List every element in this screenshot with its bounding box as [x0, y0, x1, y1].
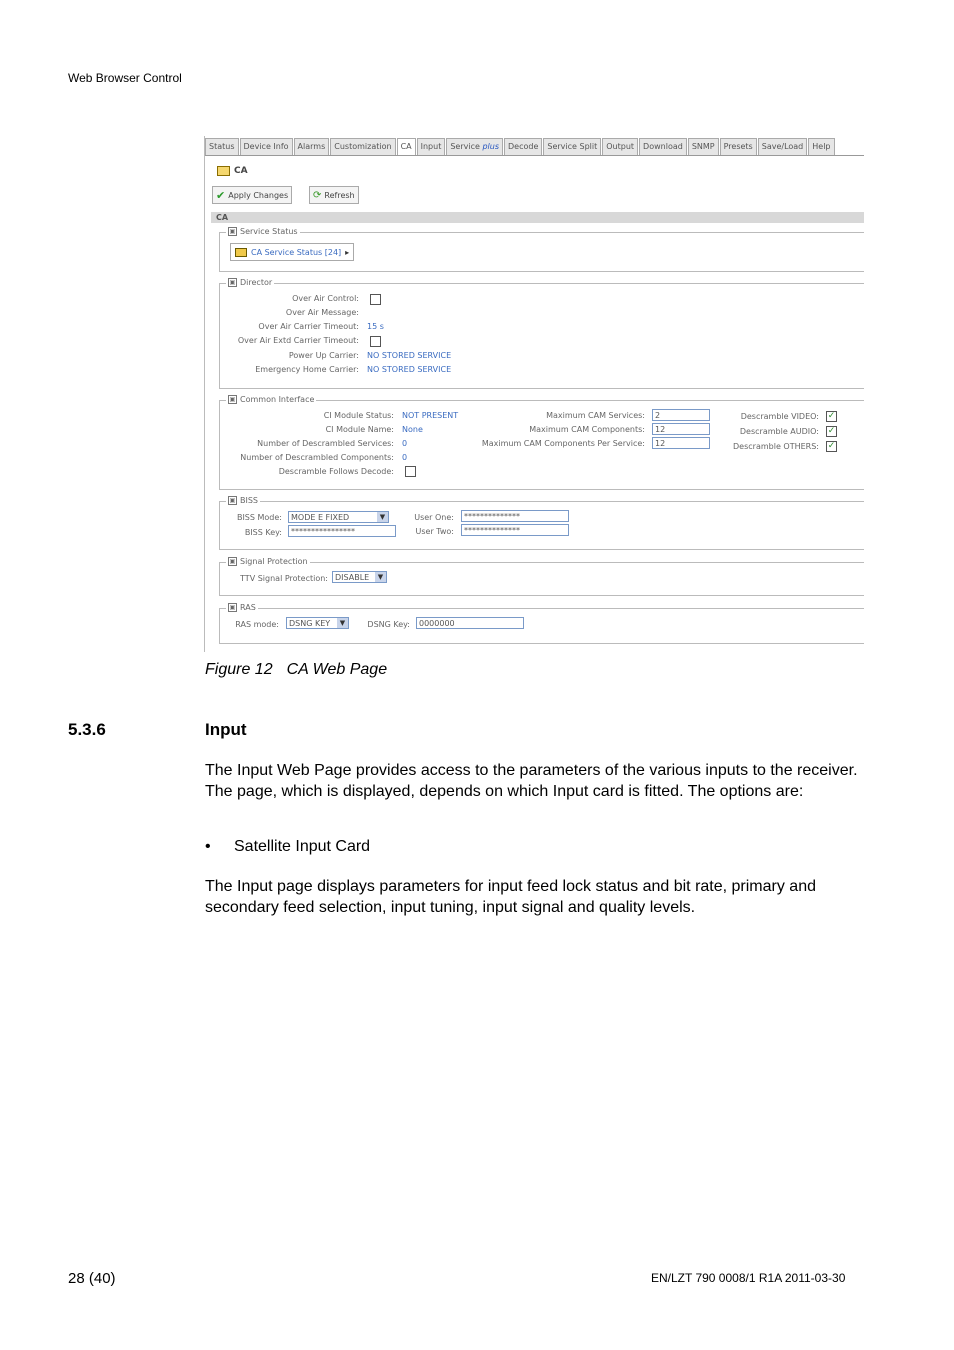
bullet-text: Satellite Input Card — [234, 838, 371, 855]
biss-key-label: BISS Key: — [244, 528, 282, 537]
desc-video-checkbox[interactable]: ✓ — [827, 411, 836, 421]
bullet-item — [205, 838, 370, 856]
service-status-group — [219, 227, 864, 272]
carrier-timeout-value: 15 s — [367, 322, 384, 331]
bullet-dot-icon: • — [205, 838, 211, 855]
tab-input[interactable]: Input — [417, 138, 446, 155]
tab-bar — [205, 138, 864, 156]
biss-mode-label: BISS Mode: — [236, 513, 282, 522]
biss-title: BISS — [240, 496, 259, 505]
ci-status-value: NOT PRESENT — [402, 411, 459, 420]
common-interface-group — [219, 395, 864, 490]
arrow-right-icon: ▸ — [345, 247, 350, 257]
tab-snmp[interactable]: SNMP — [688, 138, 719, 155]
checkmark-icon: ✔ — [216, 188, 226, 202]
refresh-icon: ⟳ — [313, 189, 322, 201]
biss-group — [219, 496, 864, 550]
tab-presets[interactable]: Presets — [720, 138, 757, 155]
section-title-bar: CA — [211, 212, 864, 223]
tab-service-split[interactable]: Service Split — [543, 138, 601, 155]
tab-ca[interactable]: CA — [397, 138, 416, 155]
desc-audio-label: Descramble AUDIO: — [739, 427, 819, 436]
biss-mode-select[interactable] — [288, 511, 389, 523]
biss-key-input[interactable]: **************** — [288, 525, 396, 537]
running-header: Web Browser Control — [68, 71, 182, 85]
doc-ref-number: EN/LZT 790 0008/1 R1A — [651, 1271, 782, 1285]
max-cam-services-input[interactable]: 2 — [652, 409, 710, 421]
collapse-icon[interactable]: ▣ — [229, 497, 236, 504]
common-interface-legend — [226, 395, 316, 404]
signal-protection-legend — [226, 557, 310, 566]
emergency-carrier-label: Emergency Home Carrier: — [255, 365, 359, 374]
ci-name-value: None — [402, 425, 423, 434]
chevron-down-icon: ▼ — [337, 618, 348, 628]
paragraph-intro: The Input Web Page provides access to the parameters of the various inputs to the receiver. The page, which is displayed, depends on which Input card is fitted. The options are: — [205, 762, 858, 800]
ca-service-status-button[interactable] — [230, 243, 354, 261]
service-status-legend — [226, 227, 300, 236]
tab-help[interactable]: Help — [808, 138, 834, 155]
dsng-key-label: DSNG Key: — [367, 620, 410, 629]
chevron-down-icon: ▼ — [375, 572, 386, 582]
carrier-timeout-label: Over Air Carrier Timeout: — [258, 322, 359, 331]
director-title: Director — [240, 278, 273, 287]
desc-video-label: Descramble VIDEO: — [740, 412, 819, 421]
director-legend — [226, 278, 274, 287]
tab-output[interactable]: Output — [602, 138, 638, 155]
tab-service-plus[interactable] — [446, 138, 503, 155]
document-reference — [651, 1271, 845, 1285]
signal-protection-group — [219, 557, 864, 596]
service-status-title: Service Status — [240, 227, 298, 236]
collapse-icon[interactable]: ▣ — [229, 558, 236, 565]
tab-status[interactable]: Status — [205, 138, 239, 155]
power-up-carrier-value: NO STORED SERVICE — [367, 351, 452, 360]
dsng-key-input[interactable]: 0000000 — [416, 617, 524, 629]
apply-changes-label: Apply Changes — [228, 190, 289, 200]
ras-title: RAS — [240, 603, 256, 612]
user-one-label: User One: — [414, 513, 454, 522]
tab-save-load[interactable]: Save/Load — [758, 138, 808, 155]
ci-name-label: CI Module Name: — [325, 425, 394, 434]
desc-others-checkbox[interactable]: ✓ — [827, 441, 836, 451]
tab-decode[interactable]: Decode — [504, 138, 542, 155]
ras-mode-select[interactable] — [286, 617, 349, 629]
ci-status-label: CI Module Status: — [323, 411, 394, 420]
figure-title: CA Web Page — [286, 661, 388, 678]
ras-mode-label: RAS mode: — [235, 620, 279, 629]
desc-components-label: Number of Descrambled Components: — [240, 453, 394, 462]
over-air-control-checkbox[interactable] — [370, 294, 381, 305]
chevron-down-icon: ▼ — [377, 512, 388, 522]
tab-download[interactable]: Download — [639, 138, 687, 155]
max-cam-services-label: Maximum CAM Services: — [546, 411, 645, 420]
extd-timeout-label: Over Air Extd Carrier Timeout: — [237, 336, 359, 345]
signal-protection-title: Signal Protection — [240, 557, 308, 566]
page-folder-title — [217, 166, 248, 176]
extd-timeout-checkbox[interactable] — [370, 336, 381, 347]
ras-group — [219, 603, 864, 644]
table-icon — [235, 248, 247, 257]
page-number: 28 (40) — [68, 1270, 116, 1287]
doc-date: 2011-03-30 — [784, 1271, 846, 1285]
emergency-carrier-value: NO STORED SERVICE — [367, 365, 452, 374]
over-air-control-label: Over Air Control: — [292, 294, 359, 303]
max-cam-per-service-input[interactable]: 12 — [652, 437, 710, 449]
ttv-value: DISABLE — [335, 573, 370, 582]
ttv-label: TTV Signal Protection: — [240, 574, 328, 583]
figure-caption — [205, 661, 387, 679]
desc-components-value: 0 — [402, 453, 408, 462]
desc-others-label: Descramble OTHERS: — [733, 442, 819, 451]
refresh-button[interactable] — [309, 186, 359, 204]
power-up-carrier-label: Power Up Carrier: — [288, 351, 359, 360]
tab-service-suffix: plus — [482, 142, 500, 151]
common-interface-title: Common Interface — [240, 395, 315, 404]
biss-legend — [226, 496, 260, 505]
refresh-label: Refresh — [324, 190, 355, 200]
director-group — [219, 278, 864, 389]
ca-web-page-screenshot — [204, 136, 864, 652]
desc-services-value: 0 — [402, 439, 408, 448]
user-two-input[interactable]: ************** — [461, 524, 569, 536]
tab-service-label: Service — [450, 142, 480, 151]
figure-number: Figure 12 — [205, 661, 273, 678]
collapse-icon[interactable]: ▣ — [229, 228, 236, 235]
apply-changes-button[interactable] — [212, 186, 292, 204]
collapse-icon[interactable]: ▣ — [229, 396, 236, 403]
tab-device-info[interactable]: Device Info — [240, 138, 293, 155]
ca-service-status-label: CA Service Status [24] — [251, 247, 342, 257]
paragraph-details: The Input page displays parameters for input feed lock status and bit rate, primary and secondary feed selection, input tuning, input signal and quality levels. — [205, 878, 816, 916]
collapse-icon[interactable]: ▣ — [229, 604, 236, 611]
user-two-label: User Two: — [415, 527, 454, 536]
folder-title-text: CA — [234, 166, 248, 176]
max-cam-per-service-label: Maximum CAM Components Per Service: — [481, 439, 645, 448]
ras-mode-value: DSNG KEY — [289, 619, 331, 628]
follows-decode-checkbox[interactable] — [405, 466, 416, 477]
max-cam-components-label: Maximum CAM Components: — [529, 425, 645, 434]
over-air-message-label: Over Air Message: — [285, 308, 359, 317]
ras-legend — [226, 603, 258, 612]
collapse-icon[interactable]: ▣ — [229, 279, 236, 286]
tab-customization[interactable]: Customization — [330, 138, 395, 155]
biss-mode-value: MODE E FIXED — [291, 513, 350, 522]
ttv-select[interactable] — [332, 571, 387, 583]
tab-alarms[interactable]: Alarms — [294, 138, 330, 155]
desc-services-label: Number of Descrambled Services: — [257, 439, 394, 448]
max-cam-components-input[interactable]: 12 — [652, 423, 710, 435]
desc-audio-checkbox[interactable]: ✓ — [827, 426, 836, 436]
section-number: 5.3.6 — [68, 720, 106, 739]
section-title: Input — [205, 720, 247, 739]
folder-icon — [217, 166, 230, 176]
user-one-input[interactable]: ************** — [461, 510, 569, 522]
follows-decode-label: Descramble Follows Decode: — [278, 467, 394, 476]
